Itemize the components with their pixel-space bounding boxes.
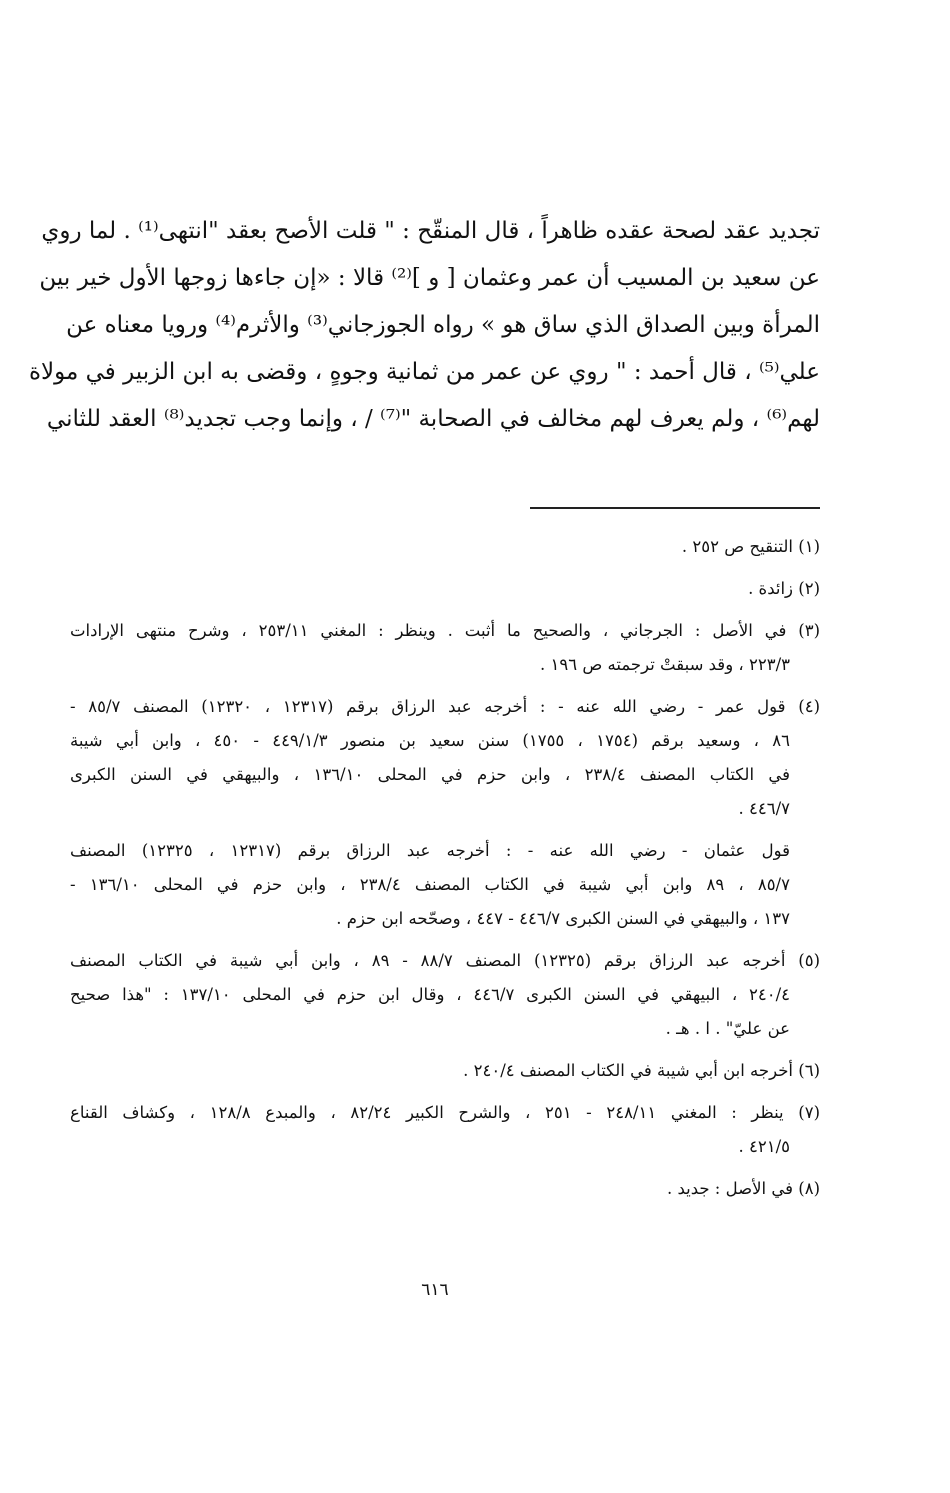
main-paragraph: [28, 208, 820, 443]
main-line-5: لهم⁽⁶⁾ ، ولم يعرف لهم مخالف في الصحابة "⁽⁷⁾ / ، وإنما وجب تجديد⁽⁸⁾ العقد للثاني: [46, 406, 820, 432]
footnote-1: [70, 530, 820, 564]
footnote-5-line-1: (٥) أخرجه عبد الرزاق برقم (١٢٣٢٥) المصنف ٨٨/٧ - ٨٩ ، وابن أبي شيبة في الكتاب المصنف: [70, 951, 820, 970]
main-line-1: تجديد عقد لصحة عقده ظاهراً ، قال المنقّح : " قلت الأصح بعقد "انتهى⁽¹⁾ . لما روي: [41, 218, 820, 244]
footnote-8-line: (٨) في الأصل : جديد .: [666, 1179, 820, 1198]
footnote-3: [70, 614, 820, 682]
footnote-4: [70, 690, 820, 826]
footnote-3-line-2: ٢٢٣/٣ ، وقد سبقتْ ترجمته ص ١٩٦ .: [540, 655, 790, 674]
footnote-5-line-3: عن عليّ" . ا . هـ .: [665, 1019, 790, 1038]
footnote-3-line-1: (٣) في الأصل : الجرجاني ، والصحيح ما أثبت . وينظر : المغني ٢٥٣/١١ ، وشرح منتهى الإرادات: [70, 621, 820, 640]
main-line-2: عن سعيد بن المسيب أن عمر وعثمان [ و ]⁽²⁾ قالا : «إن جاءها زوجها الأول خير بين: [39, 265, 820, 291]
main-line-4: علي⁽⁵⁾ ، قال أحمد : " روي عن عمر من ثمانية وجوهٍ ، وقضى به ابن الزبير في مولاة: [28, 359, 820, 385]
main-line-3: المرأة وبين الصداق الذي ساق هو » رواه الجوزجاني⁽³⁾ والأثرم⁽⁴⁾ ورويا معناه عن: [66, 312, 820, 338]
footnote-4b-line-2: ٨٥/٧ ، ٨٩ وابن أبي شيبة في الكتاب المصنف ٢٣٨/٤ ، وابن حزم في المحلى ١٣٦/١٠ -: [70, 875, 790, 894]
footnote-4b-line-3: ١٣٧ ، والبيهقي في السنن الكبرى ٤٤٦/٧ - ٤٤٧ ، وصحّحه ابن حزم .: [336, 909, 790, 928]
footnote-4-line-2: ٨٦ ، وسعيد برقم (١٧٥٤ ، ١٧٥٥) سنن سعيد بن منصور ٤٤٩/١/٣ - ٤٥٠ ، وابن أبي شيبة: [70, 731, 790, 750]
footnote-7: [70, 1096, 820, 1164]
main-text-block: [28, 208, 820, 443]
footnote-7-line-2: ٤٢١/٥ .: [738, 1137, 790, 1156]
footnote-6: [70, 1054, 820, 1088]
footnote-2: [70, 572, 820, 606]
page-number: ٦١٦: [421, 1280, 449, 1300]
footnote-7-line-1: (٧) ينظر : المغني ٢٤٨/١١ - ٢٥١ ، والشرح الكبير ٨٢/٢٤ ، والمبدع ١٢٨/٨ ، وكشاف القناع: [70, 1103, 820, 1122]
footnotes-section: [70, 530, 820, 1214]
footnote-6-line: (٦) أخرجه ابن أبي شيبة في الكتاب المصنف ٢٤٠/٤ .: [463, 1061, 820, 1080]
footnote-4-continued: [70, 834, 820, 936]
footnote-5: [70, 944, 820, 1046]
footnote-4-line-4: ٤٤٦/٧ .: [738, 799, 790, 818]
footnote-2-line: (٢) زائدة .: [748, 579, 820, 598]
footnote-4b-line-1: قول عثمان - رضي الله عنه - : أخرجه عبد الرزاق برقم (١٢٣١٧ ، ١٢٣٢٥) المصنف: [70, 841, 790, 860]
footnote-divider: [530, 507, 820, 509]
footnote-1-line: (١) التنقيح ص ٢٥٢ .: [681, 537, 820, 556]
footnote-4-line-3: في الكتاب المصنف ٢٣٨/٤ ، وابن حزم في المحلى ١٣٦/١٠ ، والبيهقي في السنن الكبرى: [70, 765, 790, 784]
footnote-5-line-2: ٢٤٠/٤ ، البيهقي في السنن الكبرى ٤٤٦/٧ ، وقال ابن حزم في المحلى ١٣٧/١٠ : "هذا صحيح: [70, 985, 790, 1004]
footnote-4-line-1: (٤) قول عمر - رضي الله عنه - : أخرجه عبد الرزاق برقم (١٢٣١٧ ، ١٢٣٢٠) المصنف ٨٥/٧ -: [70, 697, 820, 716]
footnote-8: [70, 1172, 820, 1206]
